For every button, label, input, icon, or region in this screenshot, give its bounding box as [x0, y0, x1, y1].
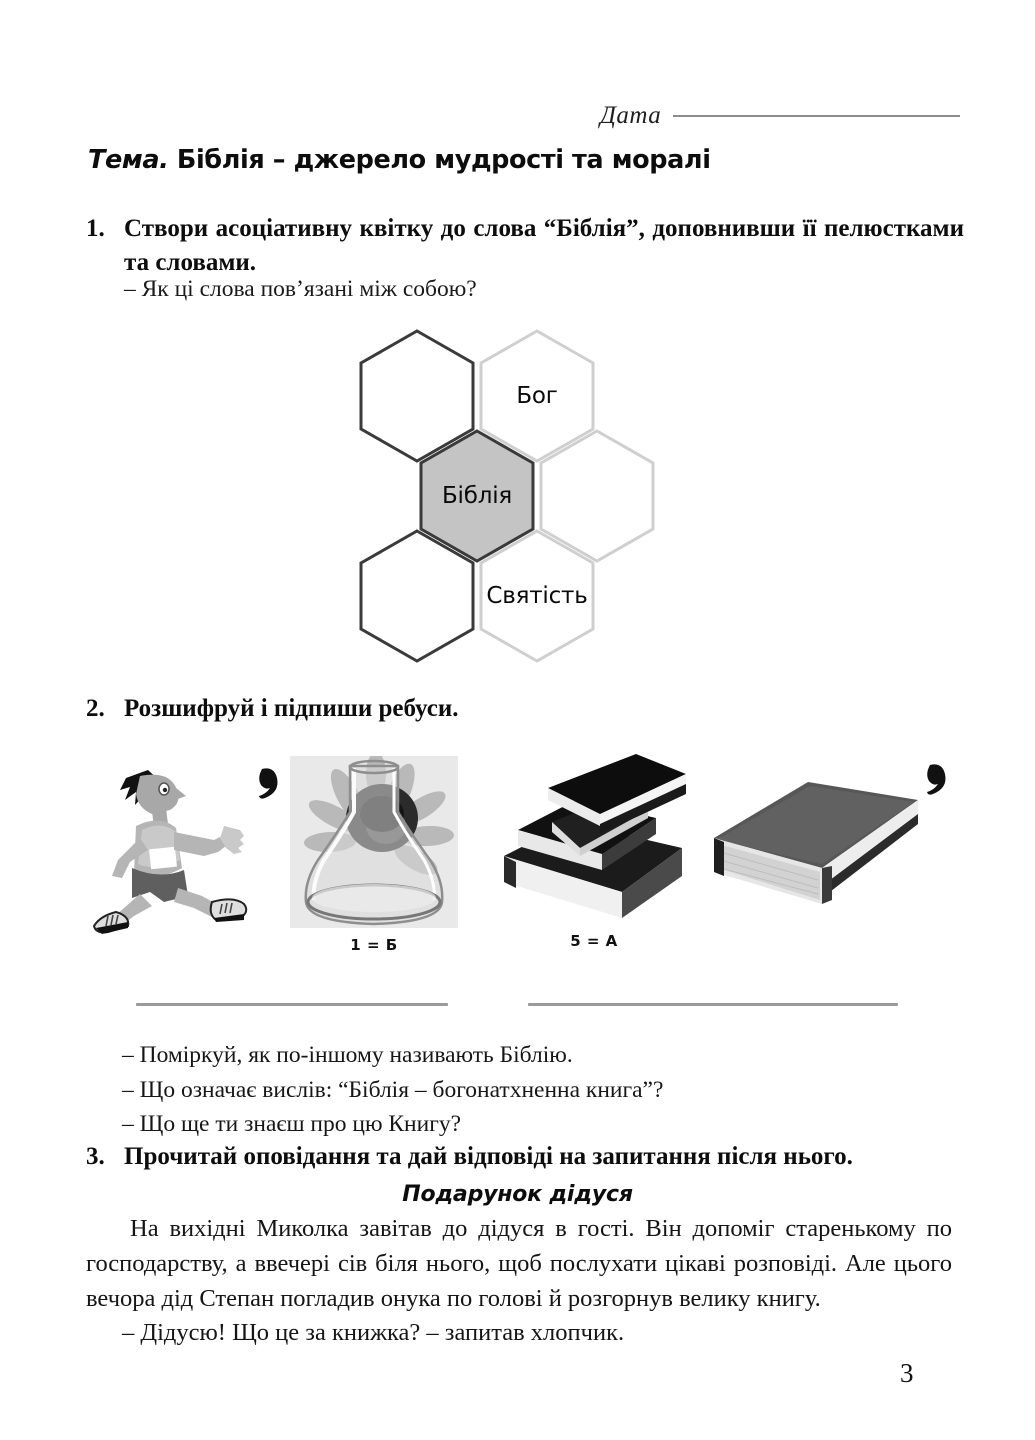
discussion-question-3: – Що ще ти знаєш про цю Книгу?	[122, 1111, 462, 1138]
task-3	[86, 1140, 964, 1174]
task-3-number: 3.	[86, 1143, 105, 1170]
rebus-item-3	[496, 752, 692, 954]
story-title: Подарунок дідуся	[402, 1182, 633, 1207]
date-label: Дата	[600, 102, 662, 129]
story-body	[86, 1212, 952, 1351]
running-man-image	[78, 756, 278, 934]
rebus-caption-2: 5 = А	[570, 932, 618, 950]
hex-center-label: Біблія	[441, 483, 513, 509]
page-title	[88, 145, 968, 175]
apostrophe-mark-icon	[256, 764, 282, 804]
task-1-text: Створи асоціативну квітку до слова “Біблія”, доповнивши її пелюстками та словами.	[124, 215, 964, 276]
rebus-item-4	[704, 760, 956, 930]
discussion-questions	[122, 1038, 952, 1142]
discussion-question-2: – Що означає вислів: “Біблія – богонатхненна книга”?	[122, 1076, 664, 1103]
book-stack-image	[496, 752, 692, 928]
task-2-text: Розшифруй і підпиши ребуси.	[124, 695, 459, 722]
date-write-line[interactable]	[673, 115, 960, 117]
task-1-subquestion: – Як ці слова пов’язані між собою?	[124, 276, 477, 302]
vase-flower-image	[290, 756, 458, 928]
hex-center[interactable]	[418, 428, 536, 564]
topic-title: Біблія – джерело мудрості та моралі	[168, 145, 711, 175]
rebus-item-2	[290, 756, 458, 954]
hex-bottom-right-label: Святість	[486, 583, 588, 609]
date-field	[600, 102, 960, 136]
rebus-caption-1: 1 = Б	[350, 936, 398, 954]
hex-top-right-label: Бог	[516, 383, 558, 409]
task-3-text: Прочитай оповідання та дай відповіді на запитання після нього.	[124, 1143, 853, 1170]
rebus-answer-line-1[interactable]	[136, 1003, 448, 1006]
closed-book-image	[704, 760, 956, 922]
task-1-number: 1.	[86, 215, 105, 242]
task-2-number: 2.	[86, 695, 105, 722]
story-paragraph: На вихідні Миколка завітав до дідуся в гості. Він допоміг старенькому по господарству, а ввечері сів біля нього, щоб послухати цікаві розповіді. Але цього вечора дід Степан погладив онука по голові й розгорнув велику книгу.	[86, 1215, 952, 1312]
topic-label: Тема.	[88, 145, 169, 175]
page-number: 3	[900, 1358, 914, 1388]
discussion-question-1: – Поміркуй, як по-іншому називають Біблію.	[122, 1042, 573, 1068]
association-hexagon-diagram	[352, 322, 682, 658]
task-2	[86, 692, 964, 726]
rebus-item-1	[78, 756, 278, 934]
task-1	[86, 212, 964, 279]
apostrophe-mark-icon	[924, 760, 950, 800]
rebus-row	[78, 752, 958, 952]
story-dialog-line: – Дідусю! Що це за книжка? – запитав хлопчик.	[122, 1319, 625, 1347]
rebus-answer-line-2[interactable]	[528, 1003, 898, 1006]
